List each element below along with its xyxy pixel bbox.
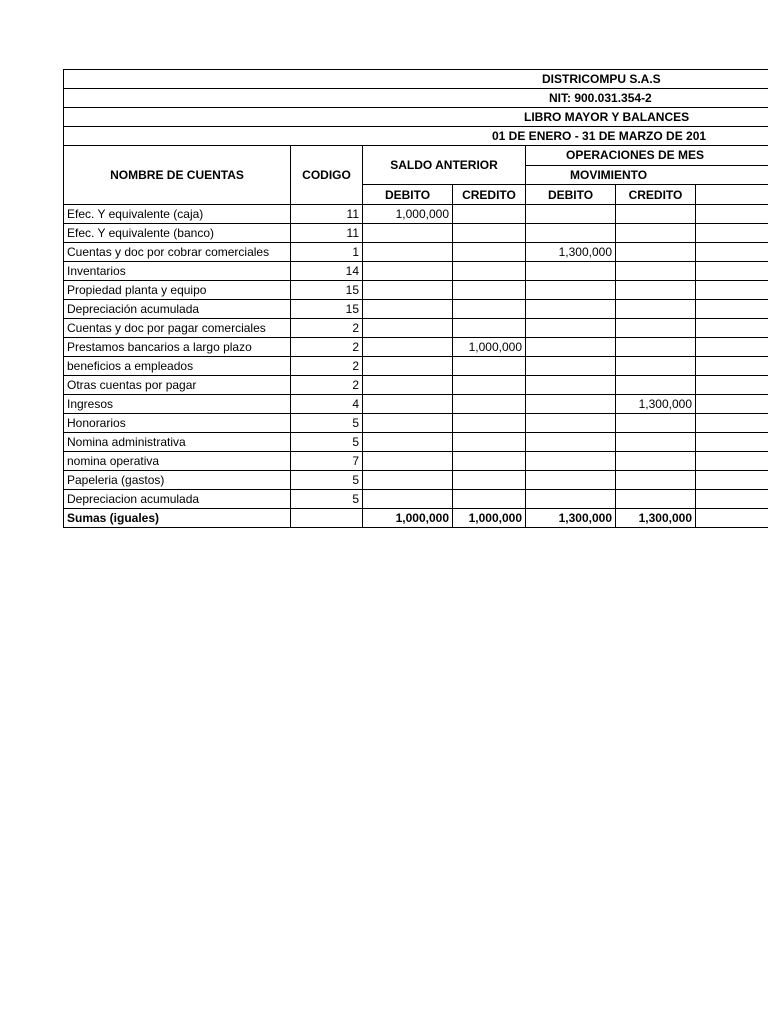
account-code: 5 bbox=[291, 490, 363, 509]
account-extra-cell bbox=[696, 490, 768, 509]
account-sa-credito bbox=[453, 452, 526, 471]
account-name: Efec. Y equivalente (caja) bbox=[64, 205, 291, 224]
account-code: 2 bbox=[291, 376, 363, 395]
account-mov-credito bbox=[616, 319, 696, 338]
account-code: 5 bbox=[291, 433, 363, 452]
account-sa-credito bbox=[453, 319, 526, 338]
table-row bbox=[64, 319, 768, 338]
account-extra-cell bbox=[696, 433, 768, 452]
col-header-name: NOMBRE DE CUENTAS bbox=[64, 146, 291, 205]
account-mov-credito bbox=[616, 376, 696, 395]
account-extra-cell bbox=[696, 262, 768, 281]
totals-row bbox=[64, 509, 768, 528]
account-sa-credito bbox=[453, 281, 526, 300]
account-sa-debito bbox=[363, 319, 453, 338]
account-sa-debito bbox=[363, 243, 453, 262]
col-header-mov-debito: DEBITO bbox=[526, 185, 616, 205]
account-sa-credito: 1,000,000 bbox=[453, 338, 526, 357]
account-sa-debito bbox=[363, 433, 453, 452]
totals-sa-debito: 1,000,000 bbox=[363, 509, 453, 528]
col-header-mov-credito: CREDITO bbox=[616, 185, 696, 205]
account-mov-credito bbox=[616, 414, 696, 433]
account-code: 11 bbox=[291, 224, 363, 243]
account-extra-cell bbox=[696, 300, 768, 319]
account-extra-cell bbox=[696, 414, 768, 433]
account-sa-debito bbox=[363, 338, 453, 357]
col-header-sa-credito: CREDITO bbox=[453, 185, 526, 205]
col-header-extra bbox=[696, 185, 768, 205]
table-row bbox=[64, 205, 768, 224]
account-extra-cell bbox=[696, 357, 768, 376]
account-sa-credito bbox=[453, 395, 526, 414]
table-row bbox=[64, 490, 768, 509]
totals-mov-credito: 1,300,000 bbox=[616, 509, 696, 528]
account-mov-credito bbox=[616, 205, 696, 224]
account-name: Otras cuentas por pagar bbox=[64, 376, 291, 395]
account-mov-credito bbox=[616, 471, 696, 490]
account-mov-debito bbox=[526, 433, 616, 452]
account-mov-credito bbox=[616, 224, 696, 243]
col-header-operaciones: OPERACIONES DE MES bbox=[526, 146, 768, 166]
account-sa-debito bbox=[363, 414, 453, 433]
account-name: Depreciacion acumulada bbox=[64, 490, 291, 509]
table-row bbox=[64, 433, 768, 452]
account-sa-credito bbox=[453, 471, 526, 490]
col-header-sa-debito: DEBITO bbox=[363, 185, 453, 205]
account-mov-debito bbox=[526, 452, 616, 471]
table-row bbox=[64, 243, 768, 262]
col-header-saldo-anterior: SALDO ANTERIOR bbox=[363, 146, 526, 185]
account-sa-debito bbox=[363, 224, 453, 243]
account-mov-debito bbox=[526, 357, 616, 376]
account-sa-debito bbox=[363, 452, 453, 471]
account-sa-credito bbox=[453, 490, 526, 509]
account-mov-credito bbox=[616, 452, 696, 471]
account-sa-credito bbox=[453, 300, 526, 319]
account-mov-debito bbox=[526, 490, 616, 509]
account-sa-debito bbox=[363, 281, 453, 300]
table-row bbox=[64, 452, 768, 471]
account-code: 11 bbox=[291, 205, 363, 224]
table-row bbox=[64, 300, 768, 319]
account-sa-debito bbox=[363, 395, 453, 414]
account-code: 2 bbox=[291, 319, 363, 338]
account-code: 4 bbox=[291, 395, 363, 414]
account-mov-debito bbox=[526, 414, 616, 433]
account-code: 15 bbox=[291, 300, 363, 319]
account-name: Inventarios bbox=[64, 262, 291, 281]
account-sa-debito: 1,000,000 bbox=[363, 205, 453, 224]
account-name: Cuentas y doc por pagar comerciales bbox=[64, 319, 291, 338]
account-sa-debito bbox=[363, 357, 453, 376]
account-name: Honorarios bbox=[64, 414, 291, 433]
totals-label: Sumas (iguales) bbox=[64, 509, 291, 528]
account-mov-debito bbox=[526, 319, 616, 338]
table-row bbox=[64, 357, 768, 376]
account-mov-credito: 1,300,000 bbox=[616, 395, 696, 414]
account-mov-debito bbox=[526, 224, 616, 243]
account-mov-debito bbox=[526, 281, 616, 300]
report-period: 01 DE ENERO - 31 DE MARZO DE 201 bbox=[64, 127, 768, 146]
account-name: Papeleria (gastos) bbox=[64, 471, 291, 490]
account-code: 5 bbox=[291, 414, 363, 433]
report-title: LIBRO MAYOR Y BALANCES bbox=[64, 108, 768, 127]
account-name: Ingresos bbox=[64, 395, 291, 414]
account-extra-cell bbox=[696, 452, 768, 471]
account-sa-credito bbox=[453, 414, 526, 433]
account-name: nomina operativa bbox=[64, 452, 291, 471]
account-code: 14 bbox=[291, 262, 363, 281]
account-name: beneficios a empleados bbox=[64, 357, 291, 376]
account-code: 2 bbox=[291, 338, 363, 357]
table-row bbox=[64, 376, 768, 395]
account-sa-debito bbox=[363, 490, 453, 509]
account-mov-credito bbox=[616, 433, 696, 452]
account-name: Cuentas y doc por cobrar comerciales bbox=[64, 243, 291, 262]
ledger-sheet bbox=[63, 69, 768, 541]
account-sa-debito bbox=[363, 376, 453, 395]
account-mov-debito bbox=[526, 471, 616, 490]
account-code: 2 bbox=[291, 357, 363, 376]
account-name: Depreciación acumulada bbox=[64, 300, 291, 319]
account-mov-debito bbox=[526, 338, 616, 357]
account-mov-debito bbox=[526, 376, 616, 395]
table-row bbox=[64, 338, 768, 357]
account-sa-credito bbox=[453, 224, 526, 243]
table-row bbox=[64, 262, 768, 281]
account-mov-credito bbox=[616, 300, 696, 319]
totals-mov-debito: 1,300,000 bbox=[526, 509, 616, 528]
account-mov-credito bbox=[616, 357, 696, 376]
account-extra-cell bbox=[696, 205, 768, 224]
table-row bbox=[64, 414, 768, 433]
account-extra-cell bbox=[696, 376, 768, 395]
account-sa-credito bbox=[453, 205, 526, 224]
account-sa-credito bbox=[453, 262, 526, 281]
account-mov-credito bbox=[616, 262, 696, 281]
col-header-movimiento: MOVIMIENTO bbox=[526, 165, 768, 185]
account-name: Propiedad planta y equipo bbox=[64, 281, 291, 300]
account-sa-debito bbox=[363, 262, 453, 281]
account-mov-debito bbox=[526, 300, 616, 319]
account-code: 1 bbox=[291, 243, 363, 262]
table-row bbox=[64, 471, 768, 490]
ledger-table bbox=[63, 69, 768, 528]
col-header-code: CODIGO bbox=[291, 146, 363, 205]
account-mov-credito bbox=[616, 281, 696, 300]
account-name: Efec. Y equivalente (banco) bbox=[64, 224, 291, 243]
account-name: Nomina administrativa bbox=[64, 433, 291, 452]
account-code: 15 bbox=[291, 281, 363, 300]
account-extra-cell bbox=[696, 281, 768, 300]
account-mov-debito bbox=[526, 205, 616, 224]
account-name: Prestamos bancarios a largo plazo bbox=[64, 338, 291, 357]
table-row bbox=[64, 395, 768, 414]
account-extra-cell bbox=[696, 243, 768, 262]
account-mov-credito bbox=[616, 243, 696, 262]
account-extra-cell bbox=[696, 338, 768, 357]
totals-sa-credito: 1,000,000 bbox=[453, 509, 526, 528]
account-extra-cell bbox=[696, 224, 768, 243]
account-mov-debito: 1,300,000 bbox=[526, 243, 616, 262]
account-code: 5 bbox=[291, 471, 363, 490]
account-extra-cell bbox=[696, 395, 768, 414]
account-mov-debito bbox=[526, 262, 616, 281]
account-mov-credito bbox=[616, 490, 696, 509]
account-mov-debito bbox=[526, 395, 616, 414]
account-sa-credito bbox=[453, 433, 526, 452]
account-sa-credito bbox=[453, 357, 526, 376]
totals-extra-cell bbox=[696, 509, 768, 528]
account-extra-cell bbox=[696, 319, 768, 338]
account-sa-debito bbox=[363, 300, 453, 319]
account-extra-cell bbox=[696, 471, 768, 490]
account-mov-credito bbox=[616, 338, 696, 357]
account-sa-credito bbox=[453, 243, 526, 262]
company-name: DISTRICOMPU S.A.S bbox=[64, 70, 768, 89]
totals-code-cell bbox=[291, 509, 363, 528]
account-code: 7 bbox=[291, 452, 363, 471]
account-sa-debito bbox=[363, 471, 453, 490]
account-sa-credito bbox=[453, 376, 526, 395]
company-nit: NIT: 900.031.354-2 bbox=[64, 89, 768, 108]
table-row bbox=[64, 224, 768, 243]
table-row bbox=[64, 281, 768, 300]
